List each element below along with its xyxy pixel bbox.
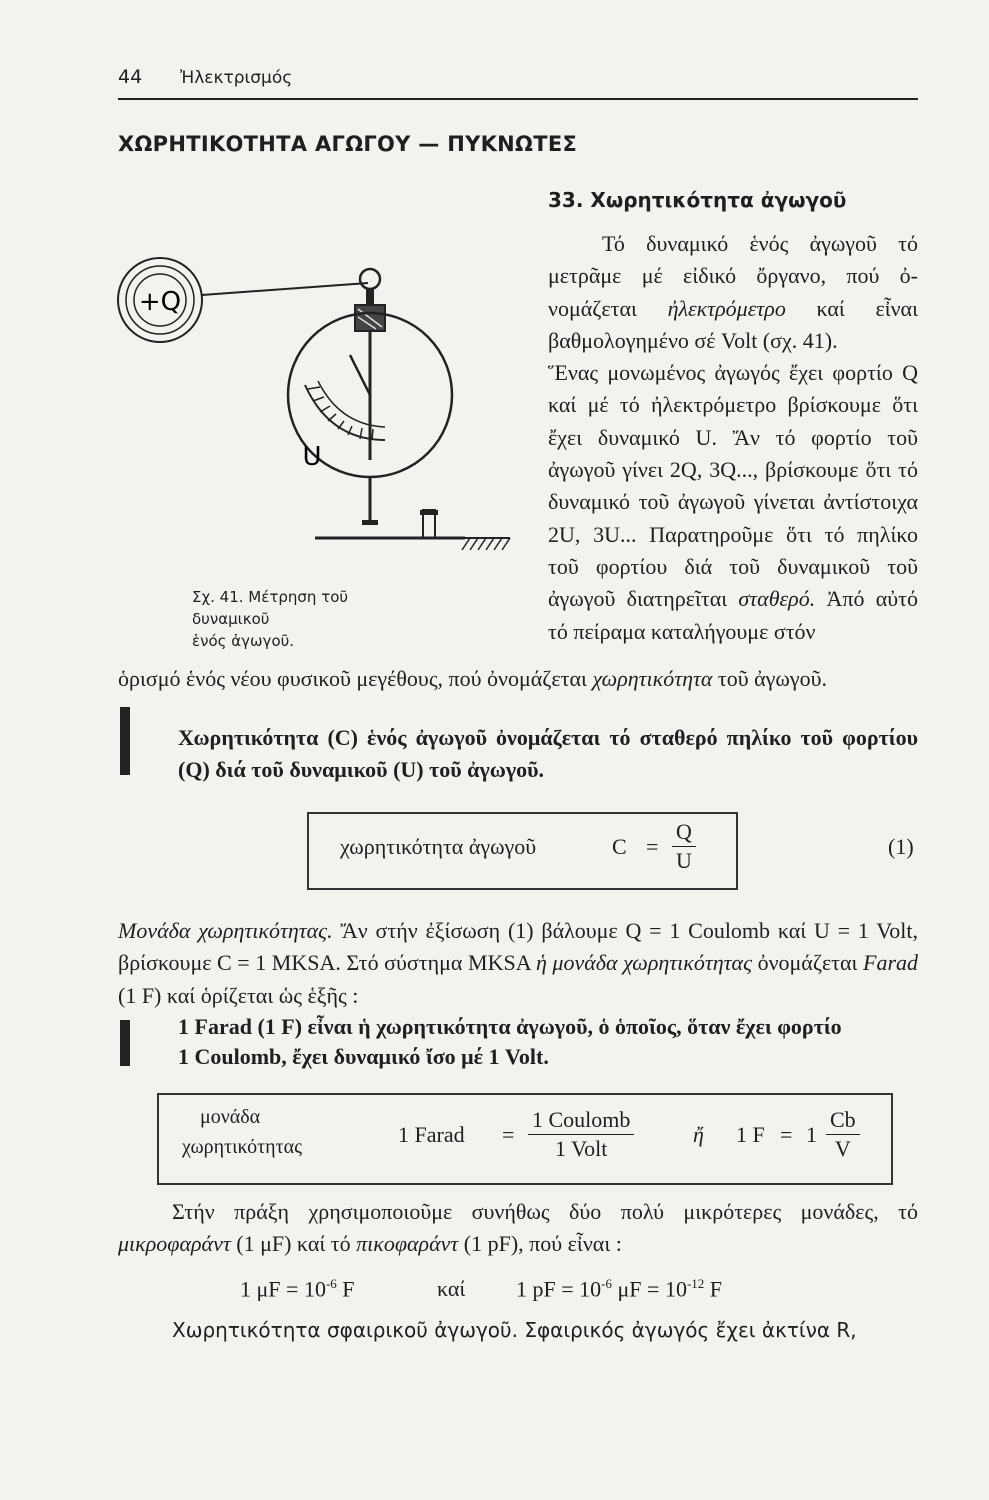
electrometer-needle — [350, 355, 370, 395]
equation2-or: ἤ — [693, 1122, 704, 1147]
text-span: 1 pF = 10 — [516, 1276, 602, 1302]
right-column-text — [548, 228, 918, 648]
text-span: ὁρισμό ἑνός νέου φυσικοῦ μεγέθους, πού ὀνομάζεται — [118, 666, 587, 691]
term-electrometer: ἠλεκτρόμετρο — [667, 295, 786, 321]
equation2-equals-2: = — [780, 1122, 793, 1147]
caption-line: Σχ. 41. Μέτρηση τοῦ δυναμικοῦ — [192, 588, 349, 628]
fraction-denominator: V — [834, 1136, 851, 1161]
units-line-and: καί — [437, 1276, 466, 1301]
equation2-equals: = — [502, 1122, 515, 1147]
page-number: 44 — [118, 66, 143, 88]
continuation-paragraph — [118, 663, 918, 695]
term-farad: Farad — [863, 950, 919, 976]
last-line: Χωρητικότητα σφαιρικοῦ ἀγωγοῦ. Σφαιρικός ἀγωγός ἔχει ἀκτίνα R, — [172, 1318, 857, 1342]
text-span: F — [709, 1276, 723, 1302]
unit-paragraph — [118, 915, 918, 1012]
term-constant: σταθερό. — [738, 586, 816, 612]
equation1-fraction — [672, 818, 696, 875]
text-span: Ἄν στήν ἐξίσωση (1) βάλουμε Q = 1 Coulomb καί U = 1 Volt, βρίσκουμε C = 1 MKSA. Στό σύστημα MKSA — [118, 918, 918, 976]
definition-farad-line1: 1 Farad (1 F) εἶναι ἡ χωρητικότητα ἀγωγοῦ, ὁ ὁποῖος, ὅταν ἔχει φορτίο — [178, 1014, 842, 1039]
text-span: καί εἶναι βαθμολογημένο σέ Volt (σχ. 41). — [548, 295, 919, 353]
exponent: -6 — [601, 1276, 612, 1291]
definition-capacity: Χωρητικότητα (C) ἑνός ἀγωγοῦ ὀνομάζεται τό σταθερό πηλίκο τοῦ φορτίου (Q) διά τοῦ δυναμικοῦ (U) τοῦ ἀγωγοῦ. — [178, 725, 918, 782]
equation2-rhs-fraction — [826, 1106, 860, 1163]
text-span: Ἕνας μονωμένος ἀγωγός ἔχει φορτίο Q καί μέ τό ἠλεκτρόμετρο βρίσκουμε ὅτι ἔχει δυναμικό U. Ἄν τό φορτίο τοῦ ἀγωγοῦ γίνει 2Q, 3Q..., βρίσκουμε ὅτι τό δυναμικό τοῦ ἀγωγοῦ γίνεται ἀντίστοιχα 2U, 3U... Παρατηροῦμε ὅτι τό πηλίκο τοῦ φορτίου διά τοῦ δυναμικοῦ τοῦ ἀγωγοῦ διατηρεῖται — [548, 360, 918, 612]
fraction-denominator: U — [676, 848, 692, 873]
exponent: -12 — [686, 1276, 705, 1291]
equation2-rhs-a: 1 F — [736, 1122, 765, 1147]
equation2-rhs-coef: 1 — [806, 1122, 817, 1147]
text-span: (1 F) καί ὁρίζεται ὡς ἑξῆς : — [118, 982, 359, 1008]
term-unit: ἡ μονάδα χωρητικότητας — [535, 950, 752, 976]
units-line-pico — [516, 1276, 722, 1302]
definition-marker — [120, 1020, 130, 1066]
text-span: (1 μF) καί τό — [236, 1231, 351, 1257]
equation1-lhs: χωρητικότητα ἀγωγοῦ — [340, 834, 537, 859]
practice-paragraph — [118, 1196, 918, 1261]
fraction-numerator: Q — [672, 818, 696, 847]
text-span: (1 pF), πού εἶναι : — [463, 1231, 622, 1257]
text-span: 1 μF = 10 — [240, 1276, 326, 1302]
section-title: 33. Χωρητικότητα ἀγωγοῦ — [548, 188, 847, 212]
exponent: -6 — [325, 1276, 337, 1291]
term-capacity: χωρητικότητα — [592, 666, 713, 691]
text-span: F — [342, 1276, 355, 1302]
text-span: Τό δυναμικό ἑνός ἀγωγοῦ τό μετρᾶμε μέ εἰδικό ὄργανο, πού ὀ-νομάζεται — [548, 231, 918, 321]
equation1-number: (1) — [888, 834, 914, 859]
text-span: Στήν πράξη χρησιμοποιοῦμε συνήθως δύο πολύ μικρότερες μονάδες, τό — [172, 1199, 918, 1224]
fraction-denominator: 1 Volt — [555, 1136, 608, 1161]
equation2-fraction — [528, 1106, 634, 1163]
running-header-title: Ἠλεκτρισμός — [180, 68, 293, 88]
equation2-lhs: 1 Farad — [398, 1122, 465, 1147]
definition-farad-line2: 1 Coulomb, ἔχει δυναμικό ἴσο μέ 1 Volt. — [178, 1044, 549, 1069]
paragraph-electrometer — [548, 228, 918, 357]
units-line-micro — [240, 1276, 355, 1302]
charge-label: +Q — [138, 287, 182, 317]
potential-label: U — [302, 442, 322, 472]
fraction-numerator: 1 Coulomb — [528, 1106, 634, 1135]
text-span: τοῦ ἀγωγοῦ. — [717, 666, 827, 691]
caption-line: ἑνός ἀγωγοῦ. — [192, 632, 295, 650]
unit-heading: Μονάδα χωρητικότητας. — [118, 918, 333, 943]
equation2-label-line2: χωρητικότητας — [182, 1136, 303, 1158]
term-microfarad: μικροφαράντ — [118, 1231, 231, 1257]
electrometer-figure — [100, 255, 520, 590]
text-span: Ἀπό αὐτό τό πείραμα καταλήγουμε στόν — [548, 586, 918, 644]
equation2-label-line1: μονάδα — [200, 1106, 261, 1128]
paragraph-experiment — [548, 357, 918, 648]
electrometer-knob — [360, 269, 380, 289]
header-rule — [118, 98, 918, 100]
term-picofarad: πικοφαράντ — [356, 1231, 459, 1257]
figure-caption — [192, 586, 362, 652]
chapter-title: ΧΩΡΗΤΙΚΟΤΗΤΑ ΑΓΩΓΟΥ — ΠΥΚΝΩΤΕΣ — [118, 132, 578, 156]
fraction-numerator: Cb — [826, 1106, 860, 1135]
text-span: μF = 10 — [617, 1276, 687, 1302]
text-span: ὀνομάζεται — [757, 950, 858, 976]
equation1-symbol: C — [612, 834, 627, 859]
equation1-equals: = — [646, 834, 659, 859]
definition-marker — [120, 707, 130, 775]
